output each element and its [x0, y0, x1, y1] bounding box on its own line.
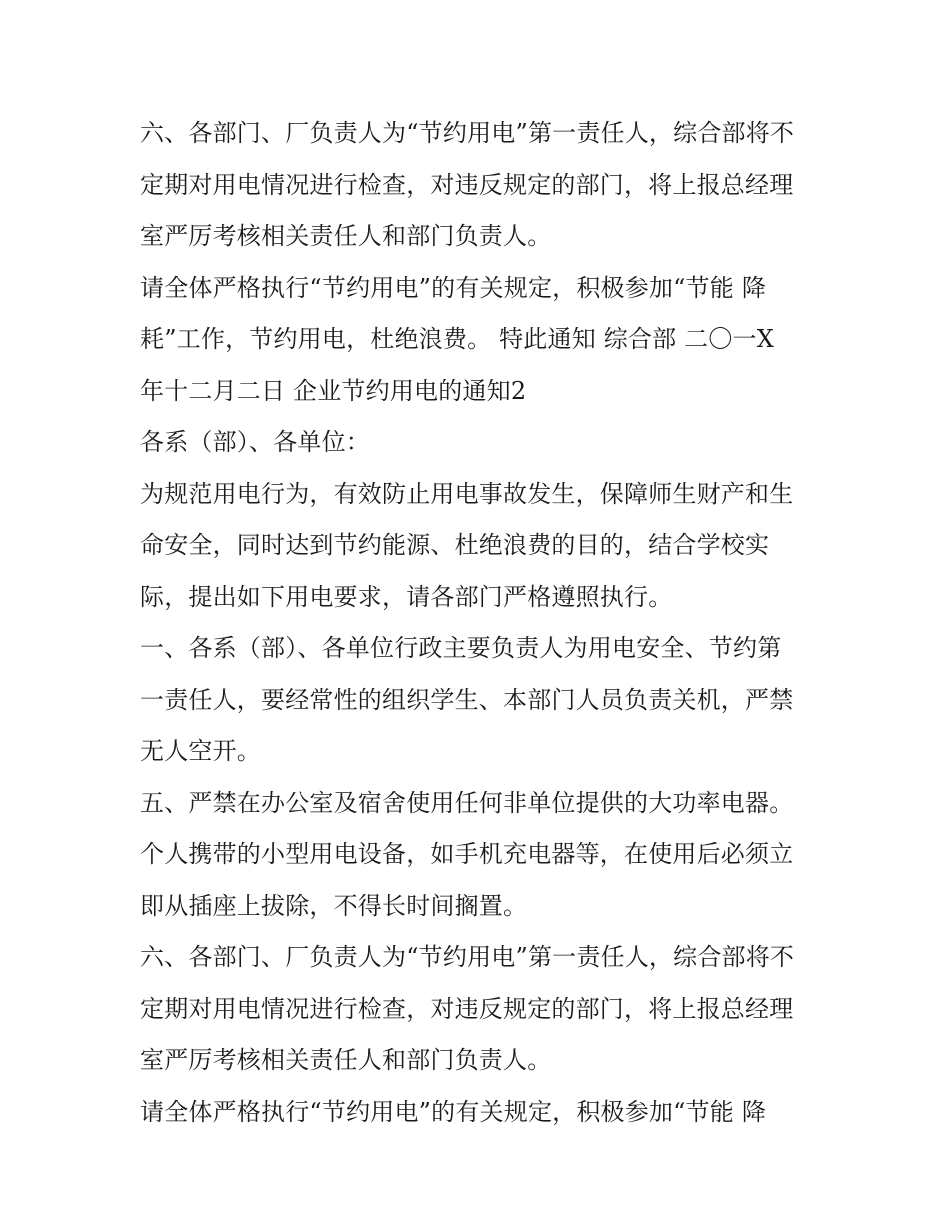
text-line: 为规范用电行为，有效防止用电事故发生，保障师生财产和生: [140, 479, 794, 508]
text-line: 年十二月二日 企业节约用电的通知2: [140, 376, 527, 405]
text-line: 室严厉考核相关责任人和部门负责人。: [140, 1046, 552, 1074]
document-body: [140, 108, 820, 1138]
text-line: 五、严禁在办公室及宿舍使用任何非单位提供的大功率电器。: [140, 788, 794, 817]
text-line: 个人携带的小型用电设备，如手机充电器等，在使用后必须立: [140, 840, 794, 868]
text-line: 六、各部门、厂负责人为“节约用电”第一责任人，综合部将不: [140, 943, 795, 971]
text-line: 请全体严格执行“节约用电”的有关规定，积极参加“节能 降: [140, 273, 767, 302]
text-line: 耗”工作，节约用电，杜绝浪费。 特此通知 综合部 二〇一X: [140, 325, 775, 353]
text-line: 六、各部门、厂负责人为“节约用电”第一责任人，综合部将不: [140, 119, 795, 147]
text-line: 定期对用电情况进行检查，对违反规定的部门，将上报总经理: [140, 994, 794, 1023]
text-line: 即从插座上拔除，不得长时间搁置。: [140, 891, 528, 920]
text-line: 定期对用电情况进行检查，对违反规定的部门，将上报总经理: [140, 170, 794, 199]
text-line: 无人空开。: [140, 737, 261, 765]
text-line: 命安全，同时达到节约能源、杜绝浪费的目的，结合学校实: [140, 531, 770, 559]
text-line: 室严厉考核相关责任人和部门负责人。: [140, 222, 552, 250]
text-line: 各系（部）、各单位：: [140, 428, 370, 456]
text-line: 际，提出如下用电要求，请各部门严格遵照执行。: [140, 582, 673, 611]
text-line: 请全体严格执行“节约用电”的有关规定，积极参加“节能 降: [140, 1097, 767, 1126]
text-line: 一责任人，要经常性的组织学生、本部门人员负责关机，严禁: [140, 685, 794, 714]
text-line: 一、各系（部）、各单位行政主要负责人为用电安全、节约第: [140, 634, 782, 662]
